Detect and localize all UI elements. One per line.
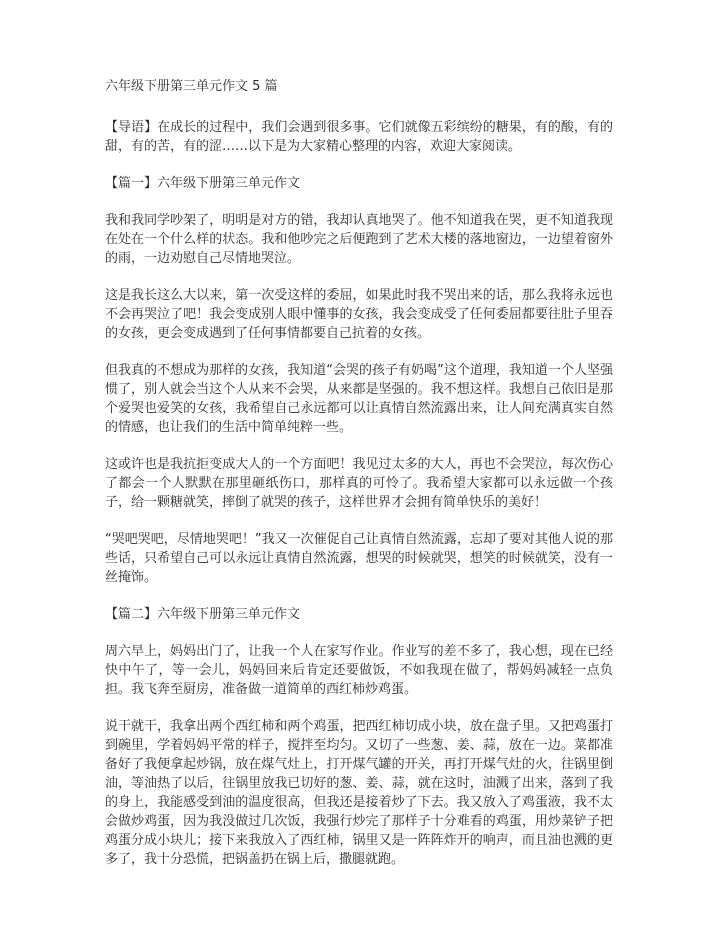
paragraph: “哭吧哭吧，尽情地哭吧！”我又一次催促自己让真情自然流露，忘却了要对其他人说的那些话，只希望自己可以永远让真情自然流露，想哭的时候就哭，想笑的时候就笑，没有一丝掩饰。 bbox=[105, 532, 613, 585]
section-heading: 【篇一】六年级下册第三单元作文 bbox=[105, 176, 301, 191]
paragraph: 说干就干，我拿出两个西红柿和两个鸡蛋，把西红柿切成小块，放在盘子里。又把鸡蛋打到碗里，学着妈妈平常的样子，搅拌至均匀。又切了一些葱、姜、蒜，放在一边。菜都准备好了我便拿起炒锅，放在煤气灶上，打开煤气罐的开关，再打开煤气灶的火，往锅里倒油，等油热了以后，往锅里放我已切好的葱、姜、蒜，就在这时，油溅了出来，落到了我的身上，我能感受到油的温度很高，但我还是接着炒了下去。我又放入了鸡蛋液，我不太会做炒鸡蛋，因为我没做过几次饭，我强行炒完了那样子十分难看的鸡蛋，用炒菜铲子把鸡蛋分成小块儿；接下来我放入了西红柿，锅里又是一阵阵炸开的响声，而且油也溅的更多了，我十分恐慌，把锅盖扔在锅上后，撒腿就跑。 bbox=[105, 719, 613, 867]
paragraph: 这或许也是我抗拒变成大人的一个方面吧！我见过太多的大人，再也不会哭泣，每次伤心了都会一个人默默在那里砸纸伤口，那样真的可怜了。我希望大家都可以永远做一个孩子，给一颗糖就笑，摔倒了就哭的孩子，这样世界才会拥有简单快乐的美好！ bbox=[105, 457, 613, 510]
paragraph: 但我真的不想成为那样的女孩，我知道“会哭的孩子有奶喝”这个道理，我知道一个人坚强惯了，别人就会当这个人从来不会哭，从来都是坚强的。我不想这样。我想自己依旧是那个爱哭也爱笑的女孩，我希望自己永远都可以让真情自然流露出来，让人间充满真实自然的情感，也让我们的生活中简单纯粹一些。 bbox=[105, 363, 613, 435]
document-title: 六年级下册第三单元作文 5 篇 bbox=[105, 79, 278, 94]
paragraph: 这是我长这么大以来，第一次受这样的委屈，如果此时我不哭出来的话，那么我将永远也不会再哭泣了吧！我会变成别人眼中懂事的女孩，我会变成受了任何委屈都要往肚子里吞的女孩，更会变成遇到了任何事情都要自己抗着的女孩。 bbox=[105, 288, 613, 341]
paragraph: 我和我同学吵架了，明明是对方的错，我却认真地哭了。他不知道我在哭，更不知道我现在处在一个什么样的状态。我和他吵完之后便跑到了艺术大楼的落地窗边，一边望着窗外的雨，一边劝慰自己尽情地哭泣。 bbox=[105, 213, 613, 266]
document-page bbox=[105, 78, 613, 887]
paragraph: 周六早上，妈妈出门了，让我一个人在家写作业。作业写的差不多了，我心想，现在已经快中午了，等一会儿，妈妈回来后肯定还要做饭，不如我现在做了，帮妈妈减轻一点负担。我飞奔至厨房，准备做一道简单的西红柿炒鸡蛋。 bbox=[105, 644, 613, 697]
section-heading: 【篇二】六年级下册第三单元作文 bbox=[105, 607, 301, 622]
intro-paragraph: 【导语】在成长的过程中，我们会遇到很多事。它们就像五彩缤纷的糖果，有的酸，有的甜，有的苦，有的涩……以下是为大家精心整理的内容，欢迎大家阅读。 bbox=[105, 120, 613, 154]
